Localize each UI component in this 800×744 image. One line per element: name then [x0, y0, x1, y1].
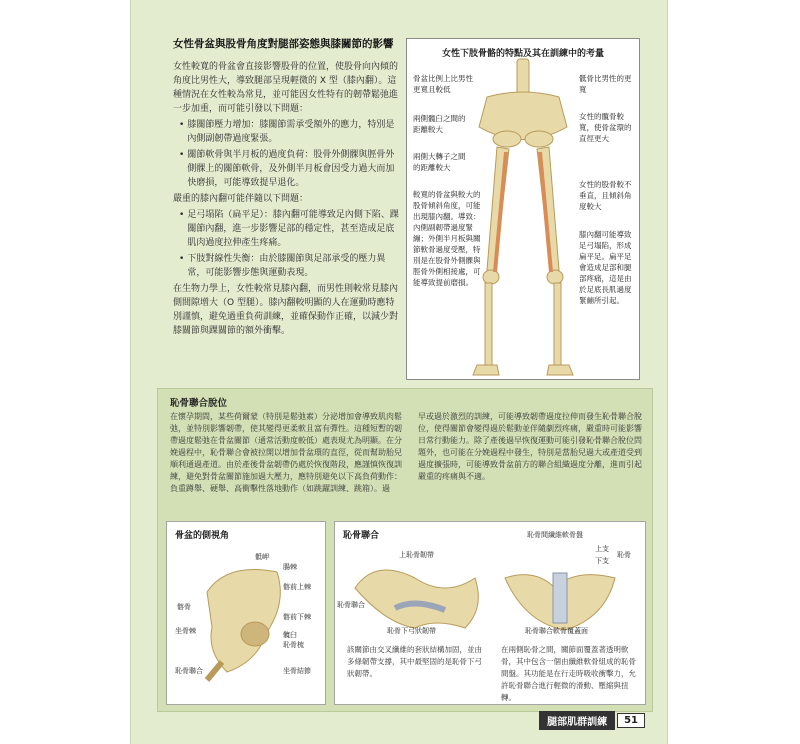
label-knee-valgus: 較寬的骨盆與較大的股骨傾斜角度，可能出現膝內翻。導致：內側副韌帶過度緊繃；外側半月板與關節軟骨過度受壓，特別是在股骨外側髁與脛骨外側相接處，可能導致提前磨損。 [413, 190, 481, 287]
symphysis-illustration [335, 538, 645, 648]
label: 骶岬 [255, 553, 269, 561]
label: 坐骨結節 [283, 667, 311, 675]
label: 髂前下棘 [283, 613, 311, 621]
label-pelvis-ratio: 骨盆比例上比男性更寬且較低 [413, 74, 473, 94]
mid-paragraph: 嚴重的膝內翻可能伴隨以下問題： [173, 194, 309, 204]
page-footer [539, 711, 645, 730]
label-trochanter-distance: 兩側大轉子之間的距離較大 [413, 151, 471, 173]
label: 恥骨聯合軟骨覆蓋面 [525, 627, 588, 635]
page-heading: 女性骨盆與股骨角度對腿部姿態與膝關節的影響 [173, 38, 394, 50]
card-symphysis [334, 521, 646, 705]
figure-title: 女性下肢骨骼的特點及其在訓練中的考量 [441, 49, 604, 59]
label: 上支 [595, 545, 609, 553]
footer-section: 腿部肌群訓練 [539, 711, 615, 730]
label: 坐骨棘 [175, 627, 196, 635]
label: 上恥骨韌帶 [399, 551, 434, 559]
section-text-col2: 早或過於激烈的訓練，可能導致韌帶過度拉伸而發生恥骨聯合脫位，使得關節會變得過於鬆動並伴隨劇烈疼痛，嚴重時可能影響日常行動能力。除了產後過早恢復運動可能引發恥骨聯合脫位問題外，也可能在分娩過程中發生，特別是當胎兒過大或產道受到過度擴張時，可能導致骨盆前方的聯合組織過度分離，進而引起嚴重的疼痛與不適。 [418, 412, 642, 481]
outro-paragraph: 在生物力學上，女性較常見膝內翻，而男性則較常見膝內側間隙增大（O 型腿）。膝內翻較明顯的人在運動時應特別謹慎，避免過重負荷訓練，並確保動作正確，以減少對膝關節與踝關節的額外衝擊。 [173, 284, 399, 336]
caption: 在兩側恥骨之間，關節面覆蓋著透明軟骨，其中包含一個由纖維軟骨組成的恥骨間盤。其功能是在行走時吸收衝擊力，允許恥骨聯合進行輕微的滑動、壓縮與扭轉。 [501, 645, 636, 702]
label: 髂骨 [177, 603, 191, 611]
section-title: 恥骨聯合脫位 [170, 398, 228, 409]
card-pelvis-side [166, 521, 326, 705]
intro-paragraph: 女性較寬的骨盆會直接影響股骨的位置，使股骨向內傾的角度比男性大，導致腿部呈現輕微的 X 型（膝內翻）。這種情況在女性較為常見，並可能因女性特有的韌帶鬆弛進一步加重，而可能引發以下問題： [173, 62, 399, 114]
card-title: 骨盆的側視角 [175, 531, 230, 541]
skeleton-figure [406, 38, 640, 380]
main-text [173, 60, 401, 340]
label-flat-foot: 膝內翻可能導致足弓塌陷，形成扁平足。扁平足會造成足部和腿部疼痛，這是由於足底長肌過度緊繃所引起。 [579, 229, 637, 306]
page-number: 51 [617, 713, 645, 728]
label-sacrum: 骶骨比男性的更寬 [579, 73, 635, 95]
label: 恥骨間纖維軟骨盤 [527, 531, 583, 539]
label-femur-angle: 女性的股骨較不垂直，且傾斜角度較大 [579, 179, 635, 212]
bullet-item: • 膝關節壓力增加：膝關節需承受額外的應力，特別是內側副韌帶過度緊張。 [179, 120, 395, 144]
caption: 該關節由交叉纖維的套狀結構加固，並由多條韌帶支撐，其中最堅固的是恥骨下弓狀韌帶。 [347, 645, 482, 678]
label: 恥骨下弓狀韌帶 [387, 627, 436, 635]
bullet-item: • 足弓塌陷（扁平足）：膝內翻可能導致足內側下陷、踝關節內翻，進一步影響足部的穩定性，甚至造成足底肌肉過度拉伸產生疼痛。 [179, 210, 399, 248]
label: 恥骨 [617, 551, 631, 559]
pelvis-side-illustration [167, 542, 325, 702]
section-text-col1: 在懷孕期間，某些荷爾蒙（特別是鬆弛素）分泌增加會導致肌肉鬆弛，並特別影響韌帶，使其變得更柔軟且富有彈性。這種短暫的韌帶過度鬆弛在骨盆關節（通常活動度較低）處表現尤為明顯。在分娩過程中，恥骨聯合會被拉開以增加骨盆環的直徑，從而幫助胎兒順利通過產道。由於產後骨盆韌帶仍處於恢復階段，應謹慎恢復訓練，避免對骨盆關節施加過大壓力，應特別避免以下高負荷動作：負重蹲舉、硬舉、高衝擊性落地動作（如跳躍訓練、跳箱）。過 [170, 412, 402, 493]
label: 腸棘 [283, 563, 297, 571]
label: 恥骨梳 [283, 641, 304, 649]
label: 髂前上棘 [283, 583, 311, 591]
label: 恥骨聯合 [337, 601, 365, 609]
label-acetabulum-distance: 兩側髖臼之間的距離較大 [413, 113, 471, 135]
symphysis-section [157, 388, 653, 712]
bullet-item: • 下肢對線性失衡：由於膝關節與足部承受的壓力異常，可能影響步態與運動表現。 [179, 254, 386, 278]
bullet-item: • 關節軟骨與半月板的過度負荷：股骨外側髁與脛骨外側髁上的關節軟骨，及外側半月板會因受力過大而加快磨損，可能導致提早退化。 [179, 150, 395, 188]
label: 下支 [595, 557, 609, 565]
label: 恥骨聯合 [175, 667, 203, 675]
book-page [130, 0, 668, 744]
label-hip-bone: 女性的髖骨較寬，使骨盆環的直徑更大 [579, 111, 637, 144]
label: 髖臼 [283, 631, 297, 639]
card-title: 恥骨聯合 [343, 531, 380, 541]
